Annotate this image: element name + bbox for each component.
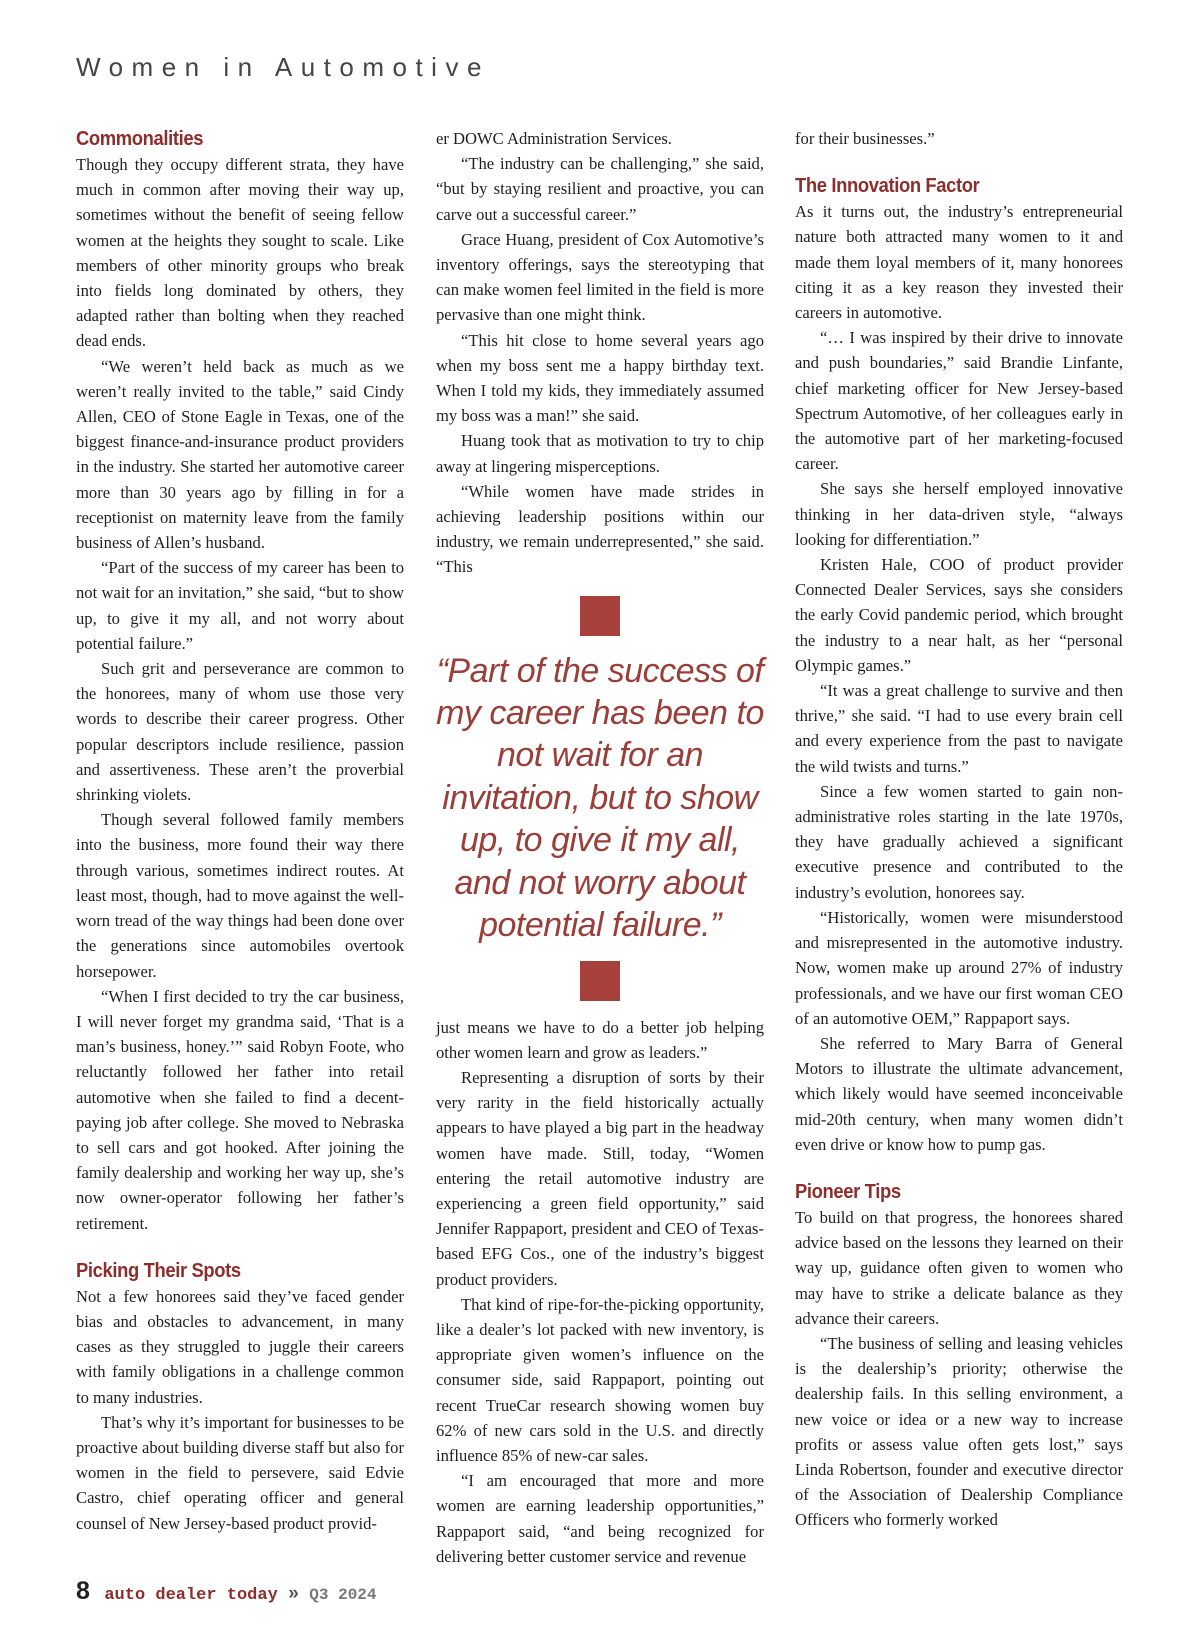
pull-quote-text: “Part of the success of my career has been to not wait for an invitation, but to show up, to give it my all, and not worry about potential failure.” xyxy=(436,651,764,945)
paragraph: for their businesses.” xyxy=(795,129,935,148)
paragraph: She referred to Mary Barra of General Motors to illustrate the ultimate advancement, which likely would have seemed inconceivable mid-20th century, when many women didn’t even drive or know how to pump gas. xyxy=(795,1033,1123,1154)
page-number: 8 xyxy=(76,1577,90,1605)
section-label: Women in Automotive xyxy=(76,52,490,82)
issue-label: Q3 2024 xyxy=(309,1586,377,1604)
magazine-name: auto dealer today xyxy=(104,1586,278,1605)
paragraph: Since a few women started to gain non-administrative roles starting in the late 1970s, they have gradually achieved a significant executive presence and contributed to the industry’s evolution, honorees say. xyxy=(795,781,1123,902)
pull-quote-top-square xyxy=(580,596,620,636)
paragraph: “… I was inspired by their drive to innovate and push boundaries,” said Brandie Linfante, chief marketing officer for New Jersey-based Spectrum Automotive, of her colleagues early in the automotive part of her marketing-focused career. xyxy=(795,328,1123,474)
subhead-picking-their-spots: Picking Their Spots xyxy=(76,1259,241,1282)
subhead-innovation-factor: The Innovation Factor xyxy=(795,175,980,198)
paragraph: “I am encouraged that more and more women are earning leadership opportunities,” Rappaport said, “and being recognized for delivering better customer service and revenue xyxy=(436,1471,764,1566)
paragraph: “This hit close to home several years ago when my boss sent me a happy birthday text. When I told my kids, they immediately assumed my boss was a man!” she said. xyxy=(436,330,764,426)
paragraph: “The business of selling and leasing vehicles is the dealership’s priority; otherwise the dealership fails. In this selling environment, a new voice or idea or a new way to increase profits or assess value often gets lost,” says Linda Robertson, founder and executive director of the Association of Dealership Compliance Officers who formerly worked xyxy=(795,1333,1123,1530)
paragraph: “It was a great challenge to survive and then thrive,” she said. “I had to use every brain cell and every experience from the past to navigate the wild twists and turns.” xyxy=(795,681,1123,776)
page-footer xyxy=(76,1577,377,1606)
column-1 xyxy=(76,126,404,1536)
paragraph: “We weren’t held back as much as we weren’t really invited to the table,” said Cindy Allen, CEO of Stone Eagle in Texas, one of the biggest finance-and-insurance product providers in the industry. She started her automotive career more than 30 years ago by filling in for a receptionist on maternity leave from the family business of Allen’s husband. xyxy=(76,356,404,553)
subhead-commonalities: Commonalities xyxy=(76,128,204,150)
paragraph: Representing a disruption of sorts by their very rarity in the field historically actually appears to have played a big part in the headway women have made. Still, today, “Women entering the retail automotive industry are experiencing a green field opportunity,” said Jennifer Rappaport, president and CEO of Texas-based EFG Cos., one of the industry’s biggest product providers. xyxy=(436,1067,764,1289)
paragraph: Such grit and perseverance are common to the honorees, many of whom use those very words to describe their career progress. Other popular descriptors include resilience, passion and assertiveness. These aren’t the proverbial shrinking violets. xyxy=(76,659,404,805)
paragraph: To build on that progress, the honorees shared advice based on the lessons they learned on their way up, guidance often given to women who may have to strike a delicate balance as they advance their careers. xyxy=(795,1207,1123,1328)
pull-quote-bottom-square xyxy=(580,961,620,1001)
paragraph: Grace Huang, president of Cox Automotive’s inventory offerings, says the stereotyping that can make women feel limited in the field is more pervasive than one might think. xyxy=(436,229,764,325)
paragraph: Though several followed family members into the business, more found their way there through various, sometimes indirect routes. At least most, though, had to move against the well-worn tread of the way things had been done over the generations since automobiles overtook horsepower. xyxy=(76,810,404,981)
paragraph: That’s why it’s important for businesses to be proactive about building diverse staff but also for women in the field to persevere, said Edvie Castro, chief operating officer and general counsel of New Jersey-based product provid- xyxy=(76,1412,404,1533)
paragraph: “The industry can be challenging,” she said, “but by staying resilient and proactive, you can carve out a successful career.” xyxy=(436,154,764,224)
column-3 xyxy=(795,126,1123,1533)
paragraph: er DOWC Administration Services. xyxy=(436,129,672,148)
paragraph: That kind of ripe-for-the-picking opportunity, like a dealer’s lot packed with new inventory, is appropriate given women’s influence on the consumer side, said Rappaport, pointing out recent TrueCar research showing women buy 62% of new cars sold in the U.S. and directly influence 85% of new-car sales. xyxy=(436,1294,764,1465)
paragraph: She says she herself employed innovative thinking in her data-driven style, “always looking for differentiation.” xyxy=(795,479,1123,549)
chevron-separator-icon: » xyxy=(288,1583,299,1604)
paragraph: Kristen Hale, COO of product provider Connected Dealer Services, says she considers the early Covid pandemic period, which brought the industry to a near halt, as her “personal Olympic games.” xyxy=(795,555,1123,675)
paragraph: “Part of the success of my career has been to not wait for an invitation,” she said, “but to show up, to give it my all, and not worry about potential failure.” xyxy=(76,558,404,653)
paragraph: Huang took that as motivation to try to chip away at lingering misperceptions. xyxy=(436,431,764,476)
pull-quote xyxy=(436,596,764,1001)
paragraph: just means we have to do a better job helping other women learn and grow as leaders.” xyxy=(436,1017,764,1062)
paragraph: Not a few honorees said they’ve faced gender bias and obstacles to advancement, in many cases as they struggled to juggle their careers with family obligations in a challenge common to many industries. xyxy=(76,1286,404,1407)
subhead-pioneer-tips: Pioneer Tips xyxy=(795,1180,901,1203)
paragraph: Though they occupy different strata, they have much in common after moving their way up, sometimes without the benefit of seeing fellow women at the heights they sought to scale. Like members of other minority groups who break into fields long dominated by others, they adapted rather than bolting when they reached dead ends. xyxy=(76,155,404,351)
column-2 xyxy=(436,126,764,1569)
paragraph: “When I first decided to try the car business, I will never forget my grandma said, ‘That is a man’s business, honey.’” said Robyn Foote, who reluctantly followed her father into retail automotive when she failed to find a decent-paying job after college. She moved to Nebraska to sell cars and got hooked. After joining the family dealership and working her way up, she’s now owner-operator following her father’s retirement. xyxy=(76,986,404,1233)
paragraph: “Historically, women were misunderstood and misrepresented in the automotive industry. Now, women make up around 27% of industry professionals, and we have our first woman CEO of an automotive OEM,” Rappaport says. xyxy=(795,907,1123,1028)
paragraph: “While women have made strides in achieving leadership positions within our industry, we remain underrepresented,” she said. “This xyxy=(436,481,764,577)
paragraph: As it turns out, the industry’s entrepreneurial nature both attracted many women to it and made them loyal members of it, many honorees citing it as a key reason they invested their careers in automotive. xyxy=(795,202,1123,323)
